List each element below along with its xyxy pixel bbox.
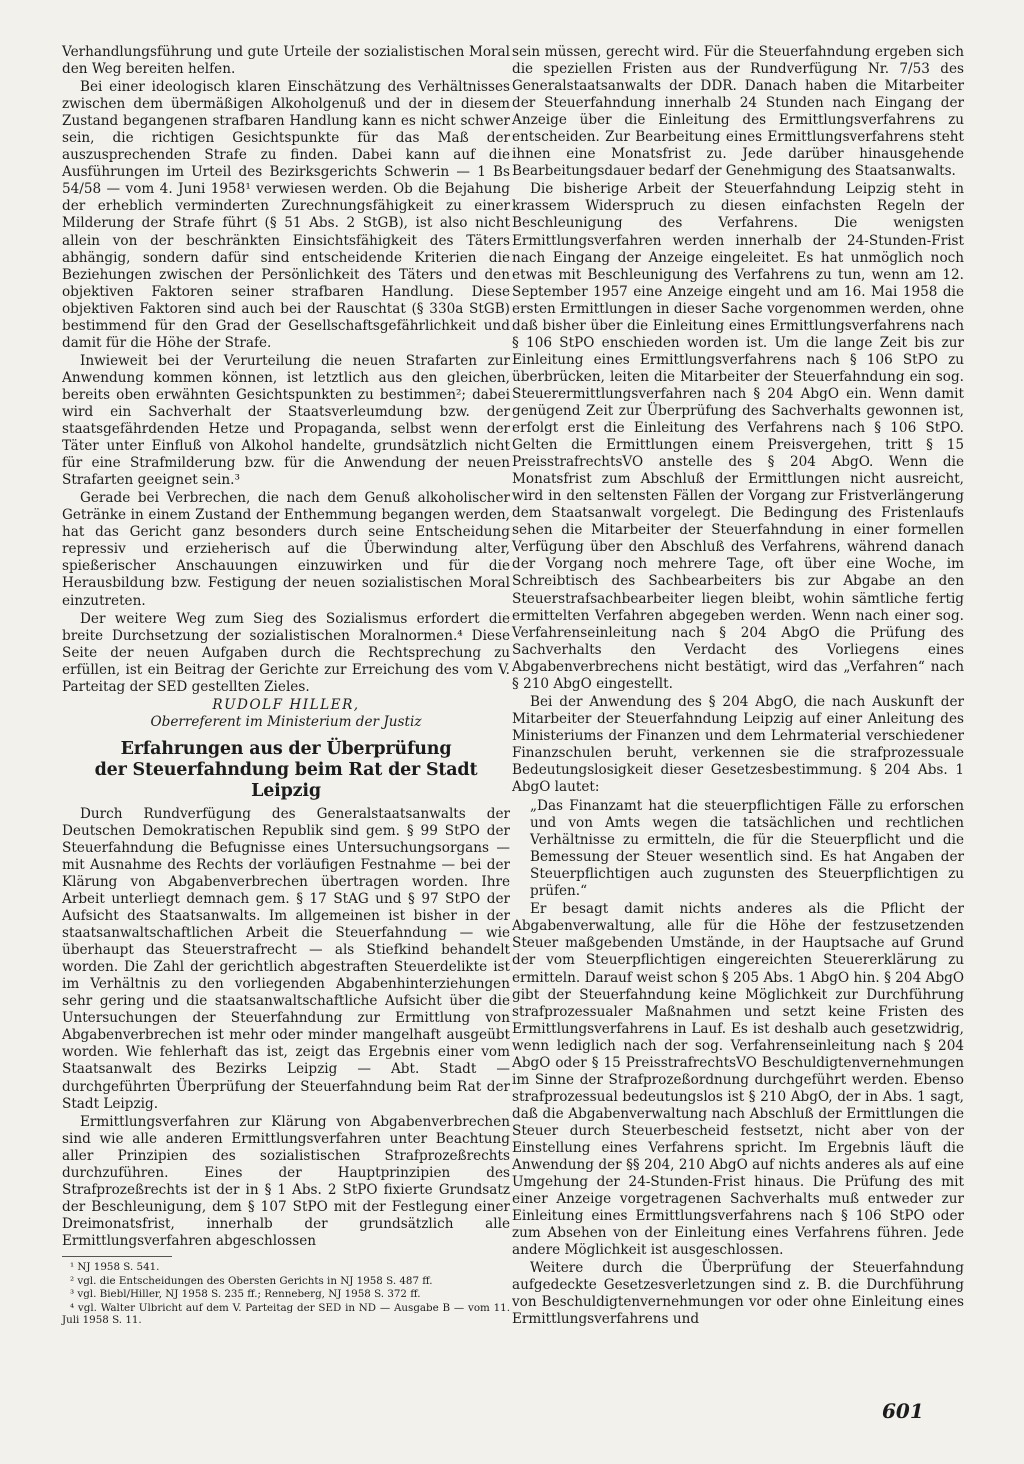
footnote: ³ vgl. Biebl/Hiller, NJ 1958 S. 235 ff.; Renneberg, NJ 1958 S. 372 ff. — [70, 1288, 421, 1301]
paragraph: Er besagt damit nichts anderes als die Pflicht der Abgabenverwaltung, alle für die Höhe der festzusetzenden Steuer maßgebenden Umstände, in der Hauptsache auf Grund der vom Steuerpflichtigen eingereichten Steuererklärung zu ermitteln. Darauf weist schon § 205 Abs. 1 AbgO hin. § 204 AbgO gibt der Steuerfahndung keine Möglichkeit zur Durchführung strafprozessualer Maßnahmen und setzt keine Fristen des Ermittlungsverfahrens in Lauf. Es ist deshalb auch gesetzwidrig, wenn lediglich nach der sog. Verfahrenseinleitung nach § 204 AbgO oder § 15 PreisstrafrechtsVO Beschuldigtenvernehmungen im Sinne der Strafprozeßordnung durchgeführt werden. Ebenso strafprozessual bedeutungslos ist § 210 AbgO, der in Abs. 1 sagt, daß die Abgabenverwaltung nach Abschluß der Ermittlungen die Steuer durch Steuerbescheid festsetzt, nicht aber von der Einstellung eines Verfahrens spricht. Im Ergebnis läuft die Anwendung der §§ 204, 210 AbgO auf nichts anderes als auf eine Umgehung der 24-Stunden-Frist hinaus. Die Prüfung des mit einer Anzeige vorgetragenen Sachverhalts muß entweder zur Einleitung eines Ermittlungsverfahrens nach § 106 StPO oder zum Absehen von der Einleitung eines Verfahrens führen. Jede andere Möglichkeit ist ausgeschlossen. — [512, 901, 964, 1259]
right-column — [512, 44, 964, 1329]
page-number: 601 — [882, 1399, 924, 1423]
author-name: RUDOLF HILLER, — [212, 696, 360, 713]
footnote: ¹ NJ 1958 S. 541. — [70, 1261, 160, 1273]
author-signature — [62, 697, 510, 731]
heading-line-1: Erfahrungen aus der Überprüfung — [120, 738, 452, 759]
paragraph: Der weitere Weg zum Sieg des Sozialismus erfordert die breite Durchsetzung der sozialistischen Moralnormen.⁴ Diese Seite der neuen Aufgaben durch die Rechtsprechung zu erfüllen, ist ein Beitrag der Gerichte zur Erreichung des vom V. Parteitag der SED gestellten Zieles. — [62, 610, 510, 695]
paragraph: Bei einer ideologisch klaren Einschätzung des Verhältnisses zwischen dem übermäßigen Alkoholgenuß und der in diesem Zustand begangenen strafbaren Handlung kann es nicht schwer sein, die richtigen Gesichtspunkte für das Maß der auszusprechenden Strafe zu finden. Dabei kann auf die Ausführungen im Urteil des Bezirksgerichts Schwerin — 1 Bs 54/58 — vom 4. Juni 1958¹ verwiesen werden. Ob die Bejahung der erheblich verminderten Zurechnungsfähigkeit zu einer Milderung der Strafe führt (§ 51 Abs. 2 StGB), ist also nicht allein von der beschränkten Einsichtsfähigkeit des Täters abhängig, sondern dafür sind entscheidende Kriterien die Beziehungen zwischen der Persönlichkeit des Täters und den objektiven Faktoren seiner strafbaren Handlung. Diese objektiven Faktoren sind auch bei der Rauschtat (§ 330a StGB) bestimmend für den Grad der Gesellschaftsgefährlichkeit und damit für die Höhe der Strafe. — [62, 79, 510, 351]
paragraph: Verhandlungsführung und gute Urteile der sozialistischen Moral den Weg bereiten helfen. — [62, 44, 510, 78]
author-title: Oberreferent im Ministerium der Justiz — [150, 713, 422, 730]
paragraph: sein müssen, gerecht wird. Für die Steuerfahndung ergeben sich die speziellen Fristen aus der Rundverfügung Nr. 7/53 des Generalstaatsanwalts der DDR. Danach haben die Mitarbeiter der Steuerfahndung innerhalb 24 Stunden nach Eingang der Anzeige über die Einleitung des Ermittlungsverfahrens zu entscheiden. Zur Bearbeitung eines Ermittlungsverfahrens steht ihnen eine Monatsfrist zu. Jede darüber hinausgehende Bearbeitungsdauer bedarf der Genehmigung des Staatsanwalts. — [512, 44, 964, 180]
paragraph: Gerade bei Verbrechen, die nach dem Genuß alkoholischer Getränke in einem Zustand der Enthemmung begangen werden, hat das Gericht ganz besonders durch seine Entscheidung repressiv und erzieherisch auf die Überwindung alter, spießerischer Anschauungen einzuwirken und für die Herausbildung bzw. Festigung der neuen sozialistischen Moral einzutreten. — [62, 490, 510, 609]
paragraph: Bei der Anwendung des § 204 AbgO, die nach Auskunft der Mitarbeiter der Steuerfahndung Leipzig auf einer Anleitung des Ministeriums der Finanzen und dem Lehrmaterial verschiedener Finanzschulen beruht, verkennen sie die strafprozessuale Bedeutungslosigkeit dieser Gesetzesbestimmung. § 204 Abs. 1 AbgO lautet: — [512, 693, 964, 796]
block-quote: „Das Finanzamt hat die steuerpflichtigen Fälle zu erforschen und von Amts wegen die tatsächlichen und rechtlichen Verhältnisse zu ermitteln, die für die Steuerpflicht und die Bemessung der Steuer wesentlich sind. Es hat Angaben der Steuerpflichtigen auch zugunsten des Steuerpflichtigen zu prüfen.“ — [530, 798, 964, 900]
heading-line-2: der Steuerfahndung beim Rat der Stadt Leipzig — [94, 759, 478, 801]
left-column — [62, 44, 510, 1327]
paragraph: Inwieweit bei der Verurteilung die neuen Strafarten zur Anwendung kommen können, ist letztlich aus den gleichen, bereits oben erwähnten Gesichtspunkten zu bestimmen²; dabei wird ein Sachverhalt der Staatsverleumdung bzw. der staatsgefährdenden Hetze und Propaganda, selbst wenn der Täter unter Einfluß von Alkohol handelte, grundsätzlich nicht für eine Strafmilderung bzw. für die Anwendung der neuen Strafarten geeignet sein.³ — [62, 352, 510, 489]
footnote-divider — [62, 1256, 172, 1257]
footnote: ⁴ vgl. Walter Ulbricht auf dem V. Parteitag der SED in ND — Ausgabe B — vom 11. Juli 1958 S. 11. — [62, 1301, 510, 1327]
paragraph: Weitere durch die Überprüfung der Steuerfahndung aufgedeckte Gesetzesverletzungen sind z. B. die Durchführung von Beschuldigtenvernehmungen vor oder ohne Einleitung eines Ermittlungsverfahrens und — [512, 1260, 964, 1328]
paragraph: Die bisherige Arbeit der Steuerfahndung Leipzig steht in krassem Widerspruch zu diesen einfachsten Regeln der Beschleunigung des Verfahrens. Die wenigsten Ermittlungsverfahren werden innerhalb der 24-Stunden-Frist nach Eingang der Anzeige eingeleitet. Es hat unmöglich noch etwas mit Beschleunigung des Verfahrens zu tun, wenn am 12. September 1957 eine Anzeige eingeht und am 16. Mai 1958 die ersten Ermittlungen in dieser Sache vorgenommen werden, ohne daß bisher über die Einleitung eines Ermittlungsverfahrens nach § 106 StPO enschieden worden ist. Um die lange Zeit bis zur Einleitung eines Ermittlungsverfahrens nach § 106 StPO zu überbrücken, leiten die Mitarbeiter der Steuerfahndung ein sog. Steuerermittlungsverfahren nach § 204 AbgO ein. Wenn damit genügend Zeit zur Überprüfung des Sachverhalts gewonnen ist, erfolgt erst die Einleitung des Verfahrens nach § 106 StPO. Gelten die Ermittlungen einem Preisvergehen, tritt § 15 PreisstrafrechtsVO anstelle des § 204 AbgO. Wenn die Monatsfrist zum Abschluß der Ermittlungen nicht ausreicht, wird in den seltensten Fällen der Vorgang zur Fristverlängerung dem Staatsanwalt vorgelegt. Die Bedingung des Fristenlaufs sehen die Mitarbeiter der Steuerfahndung in einer formellen Verfügung über den Abschluß des Verfahrens, während danach der Vorgang noch mehrere Tage, oft über eine Woche, im Schreibtisch des Sachbearbeiters bis zur Abgabe an den Steuerstrafsachbearbeiter liegen bleibt, wohin sämtliche fertig ermittelten Verfahren abgegeben werden. Wenn nach einer sog. Verfahrenseinleitung nach § 204 AbgO die Prüfung des Sachverhalts den Verdacht des Vorliegens eines Abgabenverbrechens nicht bestätigt, wird das „Verfahren“ nach § 210 AbgO eingestellt. — [512, 181, 964, 692]
section-heading — [62, 739, 510, 802]
paragraph: Durch Rundverfügung des Generalstaatsanwalts der Deutschen Demokratischen Republik sind gem. § 99 StPO der Steuerfahndung die Befugnisse eines Untersuchungsorgans — mit Ausnahme des Rechts der vorläufigen Festnahme — bei der Klärung von Abgabenverbrechen übertragen worden. Ihre Arbeit unterliegt demnach gem. § 17 StAG und § 97 StPO der Aufsicht des Staatsanwalts. Im allgemeinen ist bisher in der staatsanwaltschaftlichen Arbeit die Steuerfahndung — wie überhaupt das Steuerstrafrecht — als Stiefkind behandelt worden. Die Zahl der gerichtlich abgestraften Steuerdelikte ist im Verhältnis zu den vorliegenden Abgabenhinterziehungen sehr gering und die staatsanwaltschaftliche Aufsicht über die Untersuchungen der Steuerfahndung zur Ermittlung von Abgabenverbrechen ist mehr oder minder mangelhaft ausgeübt worden. Wie fehlerhaft das ist, zeigt das Ergebnis einer vom Staatsanwalt des Bezirks Leipzig — Abt. Stadt — durchgeführten Überprüfung der Steuerfahndung beim Rat der Stadt Leipzig. — [62, 805, 510, 1112]
paragraph: Ermittlungsverfahren zur Klärung von Abgabenverbrechen sind wie alle anderen Ermittlungsverfahren unter Beachtung aller Prinzipien des sozialistischen Strafprozeßrechts durchzuführen. Eines der Hauptprinzipien des Strafprozeßrechts ist der in § 1 Abs. 2 StPO fixierte Grundsatz der Beschleunigung, dem § 107 StPO mit der Festlegung einer Dreimonatsfrist, innerhalb der grundsätzlich alle Ermittlungsverfahren abgeschlossen — [62, 1113, 510, 1249]
footnote: ² vgl. die Entscheidungen des Obersten Gerichts in NJ 1958 S. 487 ff. — [70, 1274, 433, 1287]
